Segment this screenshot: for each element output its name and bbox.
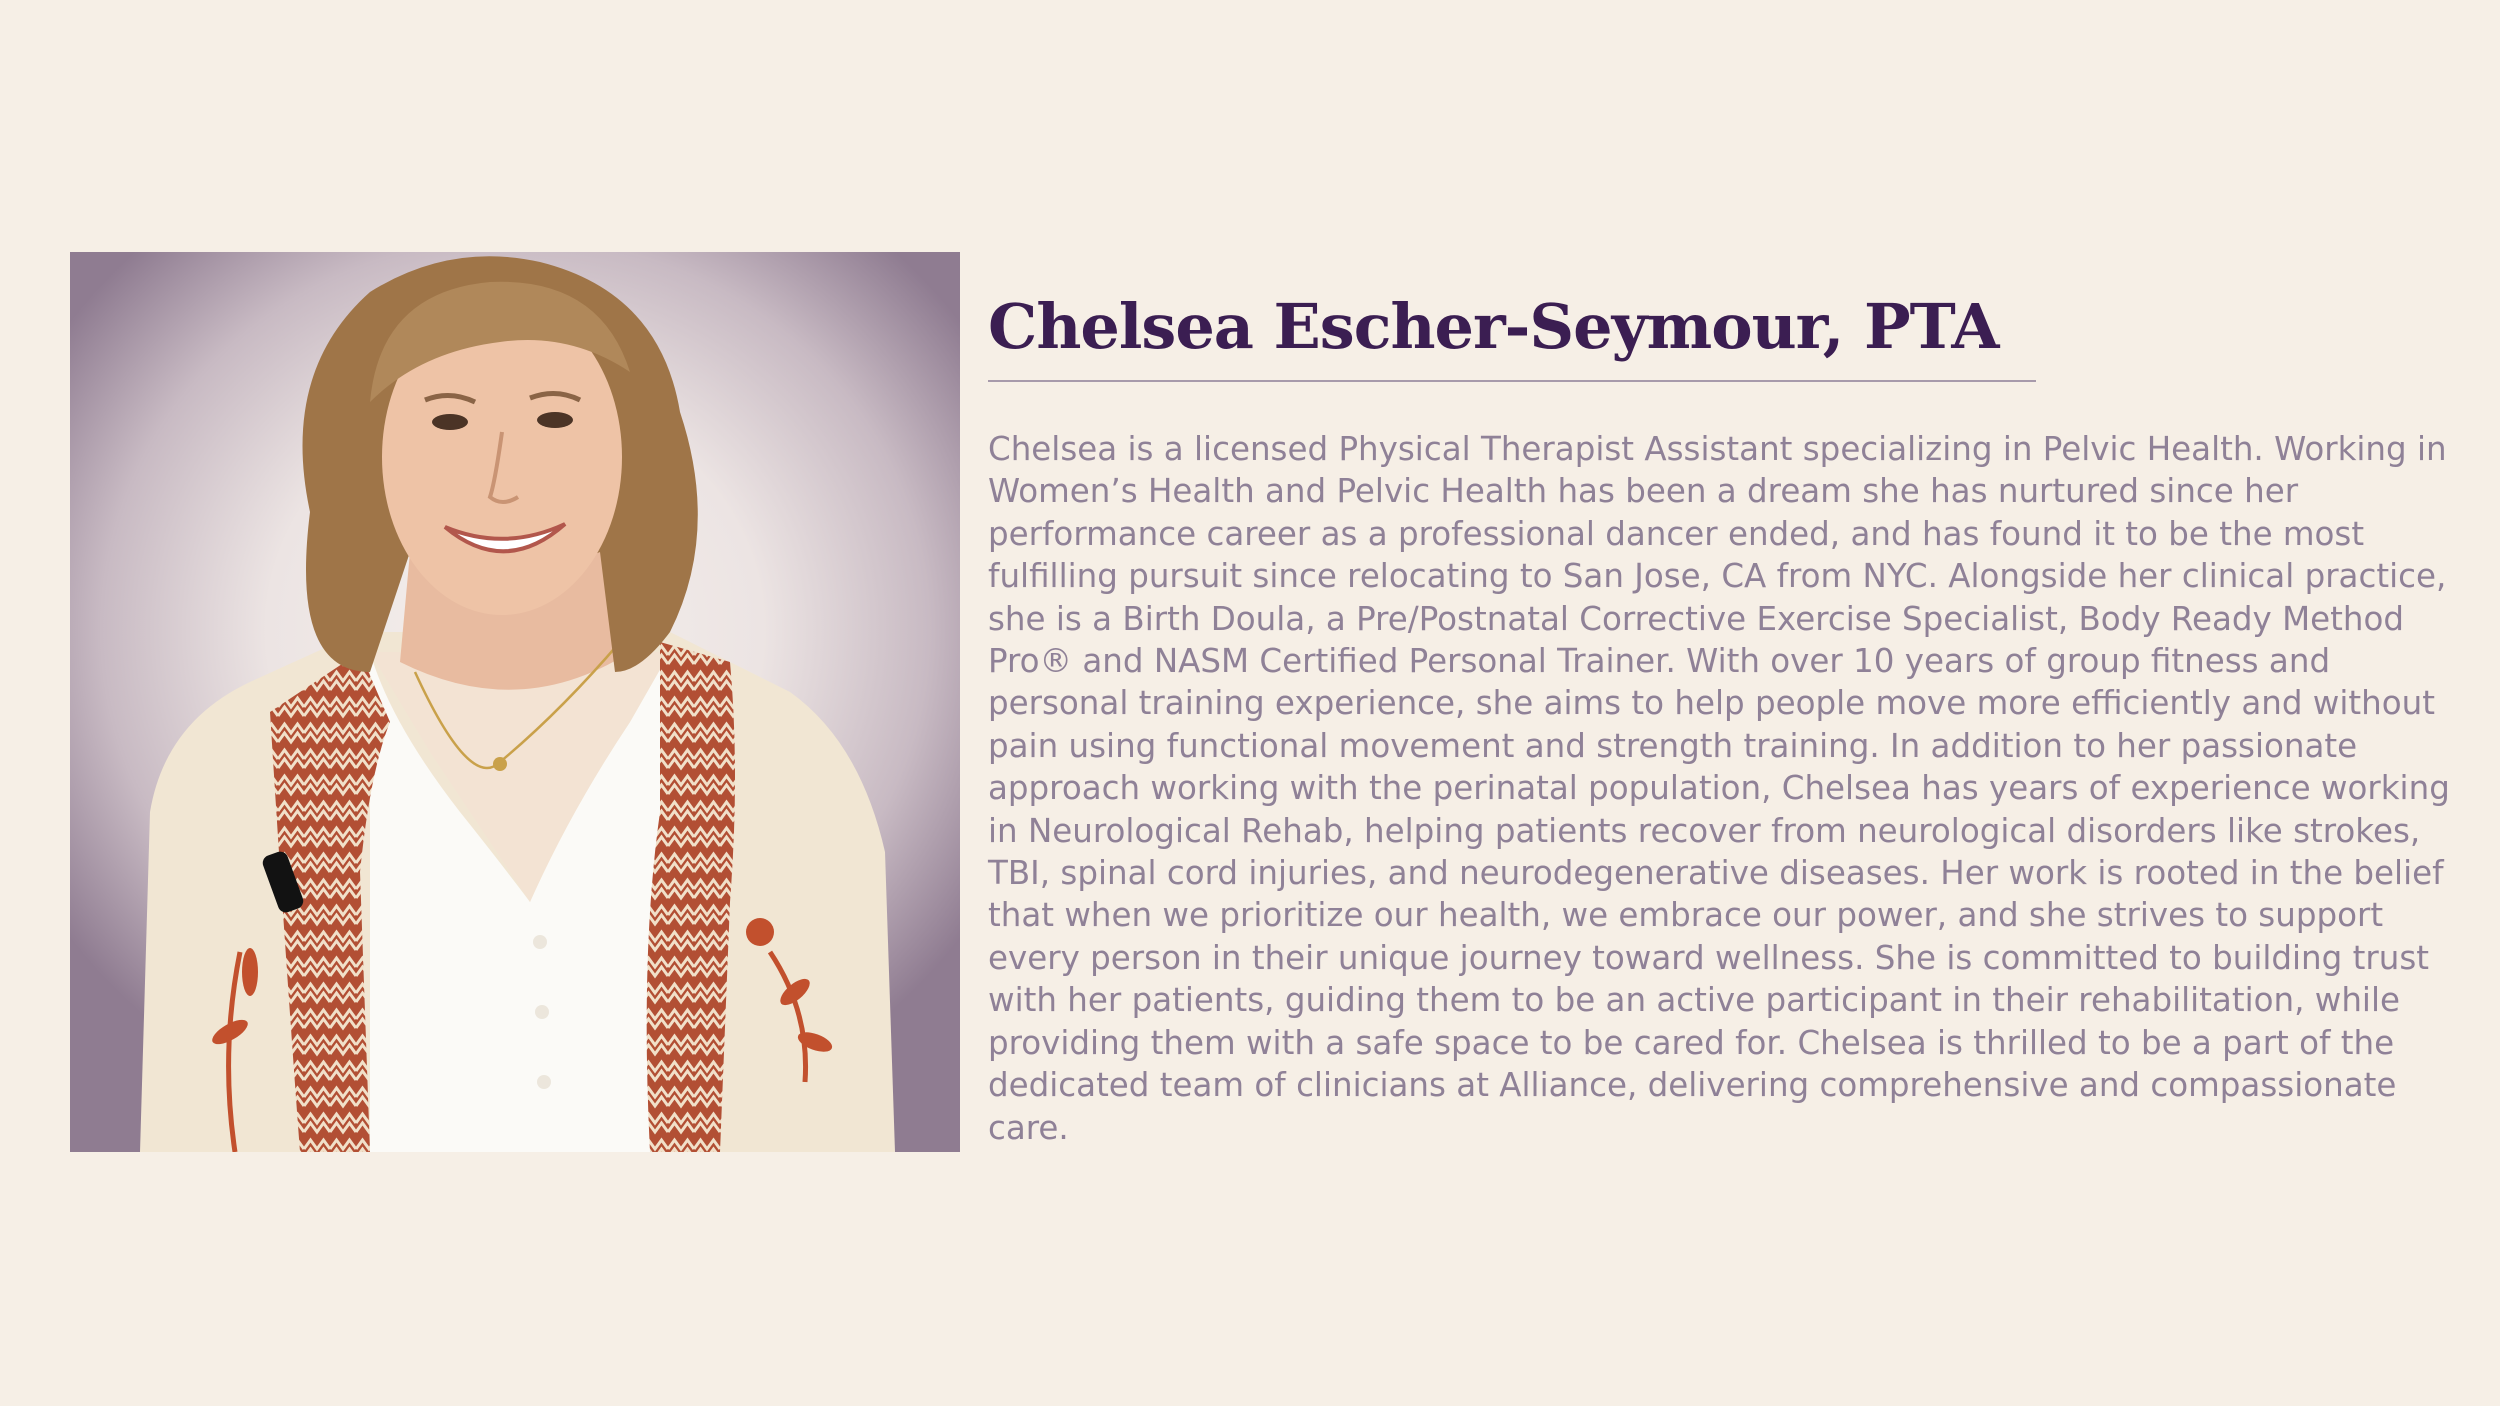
profile-photo — [70, 252, 960, 1152]
title-divider — [988, 380, 2036, 382]
staff-bio: Chelsea is a licensed Physical Therapist Assistant specializing in Pelvic Health. Working in Women’s Health and Pelvic Health has been a dream she has nurtured since her performance career as a professional dancer ended, and has found it to be the most fulfilling pursuit since relocating to San Jose, CA from NYC. Alongside her clinical practice, she is a Birth Doula, a Pre/Postnatal Corrective Exercise Specialist, Body Ready Method Pro® and NASM Certified Personal Trainer. With over 10 years of group fitness and personal training experience, she aims to help people move more efficiently and without pain using functional movement and strength training. In addition to her passionate approach working with the perinatal population, Chelsea has years of experience working in Neurological Rehab, helping patients recover from neurological disorders like strokes, TBI, spinal cord injuries, and neurodegenerative diseases. Her work is rooted in the belief that when we prioritize our health, we embrace our power, and she strives to support every person in their unique journey toward wellness. She is committed to building trust with her patients, guiding them to be an active participant in their rehabilitation, while providing them with a safe space to be cared for. Chelsea is thrilled to be a part of the dedicated team of clinicians at Alliance, delivering comprehensive and compassionate care. — [988, 430, 2450, 1147]
staff-name: Chelsea Escher-Seymour, PTA — [988, 290, 1999, 363]
